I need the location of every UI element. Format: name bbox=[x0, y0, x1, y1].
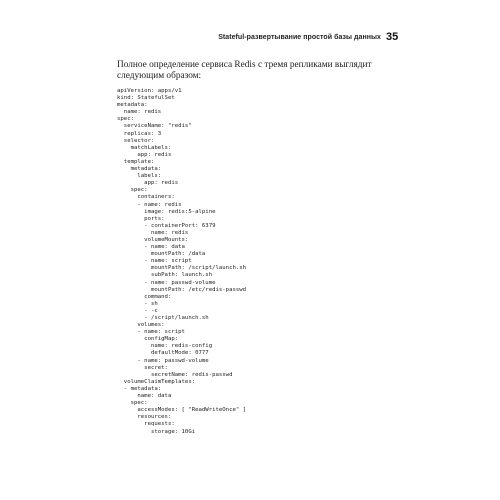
code-line: app: redis bbox=[117, 180, 179, 187]
code-line: storage: 10Gi bbox=[117, 428, 196, 435]
code-line: configMap: bbox=[117, 336, 179, 343]
code-line: name: redis bbox=[117, 109, 162, 116]
code-line: volumeClaimTemplates: bbox=[117, 378, 196, 385]
code-line: mountPath: /script/launch.sh bbox=[117, 265, 247, 272]
code-line: secretName: redis-passwd bbox=[117, 371, 233, 378]
code-line: - -c bbox=[117, 307, 158, 314]
code-line: command: bbox=[117, 293, 172, 300]
code-line: - name: passwd-volume bbox=[117, 279, 216, 286]
code-line: - name: script bbox=[117, 329, 185, 336]
code-line: metadata: bbox=[117, 166, 162, 173]
code-line: subPath: launch.sh bbox=[117, 272, 213, 279]
code-line: image: redis:5-alpine bbox=[117, 208, 216, 215]
code-line: resources: bbox=[117, 414, 172, 421]
code-line: - /script/launch.sh bbox=[117, 315, 209, 321]
code-line: requests: bbox=[117, 421, 175, 428]
code-line: selector: bbox=[117, 137, 155, 144]
code-line: apiVersion: apps/v1 bbox=[117, 88, 182, 94]
code-line: - sh bbox=[117, 300, 158, 307]
running-header bbox=[0, 32, 500, 46]
code-line: - name: passwd-volume bbox=[117, 357, 209, 364]
yaml-code-listing bbox=[117, 88, 246, 436]
code-line: mountPath: /etc/redis-passwd bbox=[117, 286, 247, 293]
code-line: - name: redis bbox=[117, 201, 182, 208]
code-line: volumes: bbox=[117, 322, 165, 329]
code-line: replicas: 3 bbox=[117, 130, 162, 137]
code-line: template: bbox=[117, 158, 155, 165]
code-line: name: redis-config bbox=[117, 343, 213, 350]
code-line: spec: bbox=[117, 187, 148, 194]
code-line: ports: bbox=[117, 215, 165, 222]
code-line: name: redis bbox=[117, 229, 189, 236]
code-line: defaultMode: 0777 bbox=[117, 350, 209, 357]
code-line: serviceName: "redis" bbox=[117, 123, 192, 130]
code-line: - name: data bbox=[117, 244, 185, 251]
chapter-title: Stateful-развертывание простой базы данных bbox=[218, 34, 381, 41]
code-line: - name: script bbox=[117, 258, 192, 265]
code-line: - containerPort: 6379 bbox=[117, 222, 216, 229]
code-line: secret: bbox=[117, 364, 168, 371]
code-line: volumeMounts: bbox=[117, 236, 189, 243]
code-line: accessModes: [ "ReadWriteOnce" ] bbox=[117, 407, 247, 414]
page-number: 35 bbox=[386, 31, 399, 43]
code-line: matchLabels: bbox=[117, 144, 172, 151]
code-line: spec: bbox=[117, 400, 148, 407]
code-line: metadata: bbox=[117, 102, 148, 109]
code-line: - metadata: bbox=[117, 385, 162, 392]
code-line: app: redis bbox=[117, 151, 172, 158]
code-line: name: data bbox=[117, 393, 172, 400]
code-line: mountPath: /data bbox=[117, 251, 206, 258]
code-line: spec: bbox=[117, 116, 134, 123]
code-line: containers: bbox=[117, 194, 175, 201]
intro-paragraph: Полное определение сервиса Redis с тремя репликами выглядит следующим образом: bbox=[117, 60, 372, 81]
code-line: kind: StatefulSet bbox=[117, 95, 175, 102]
code-line: labels: bbox=[117, 173, 162, 180]
